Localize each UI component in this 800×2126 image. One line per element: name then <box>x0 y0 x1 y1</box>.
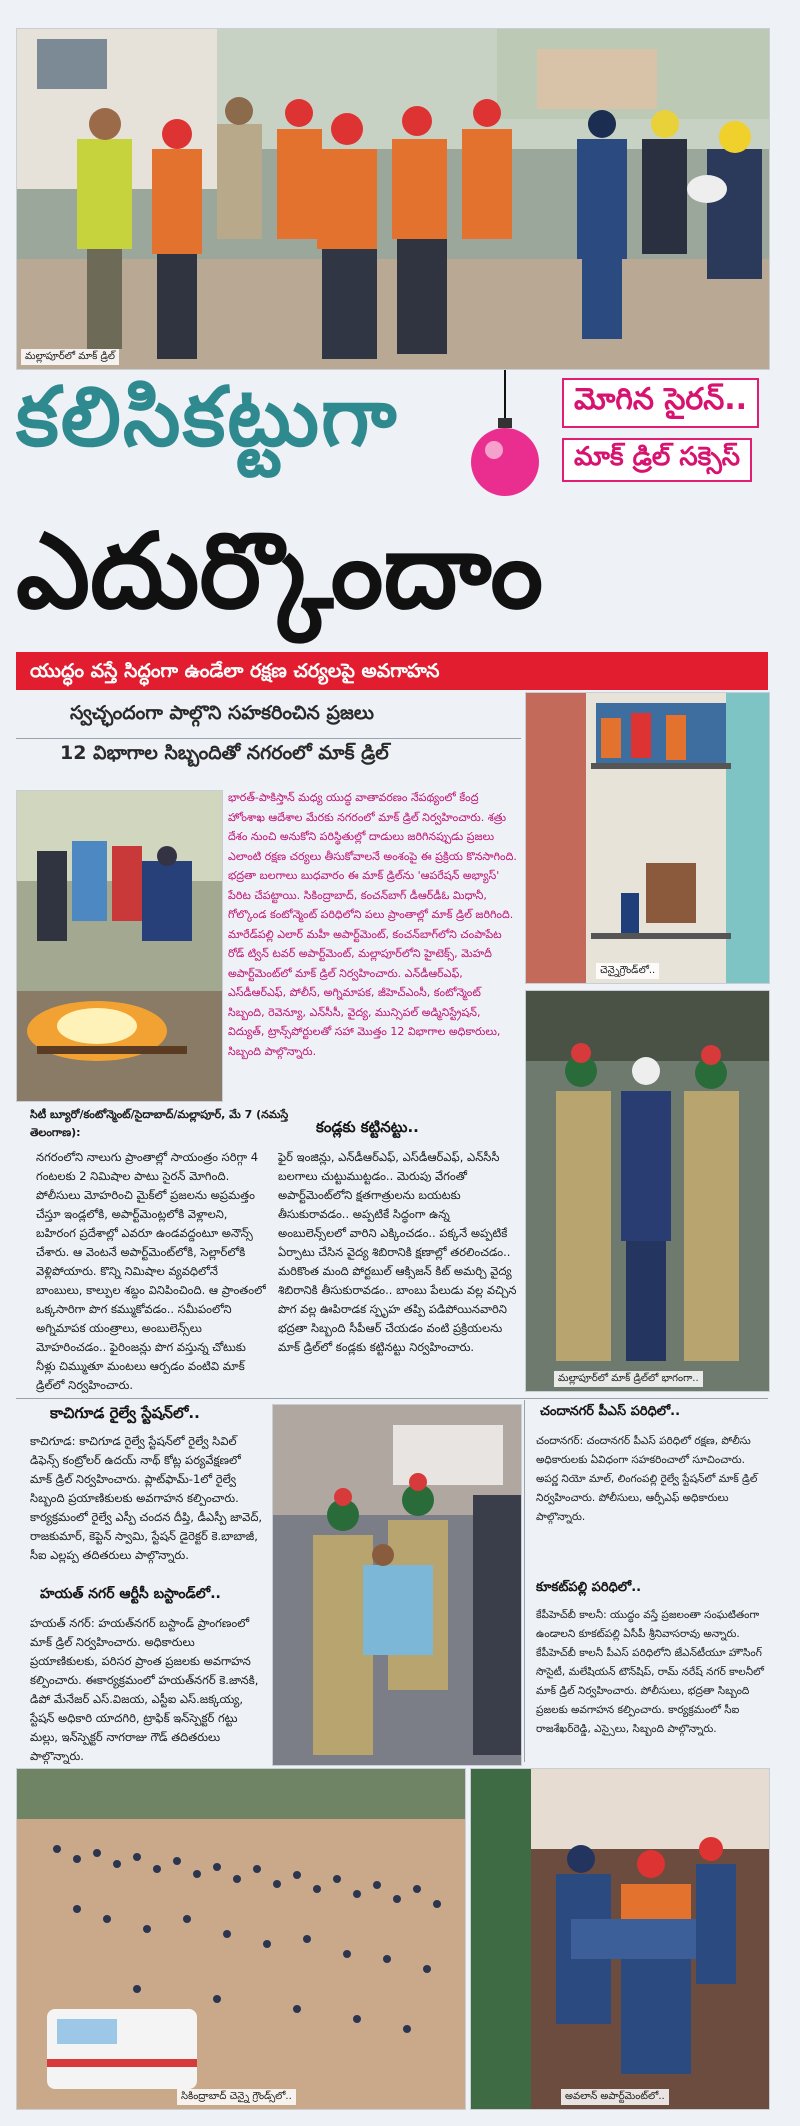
cadets-photo <box>525 990 770 1392</box>
side-headline-siren: మోగిన సైరన్.. <box>562 378 759 428</box>
fire-training-image <box>17 791 222 1101</box>
crowd-photo <box>16 1768 466 2110</box>
headline-line1: కలిసికట్టుగా <box>16 370 399 465</box>
top-photo-firefighters <box>16 28 770 370</box>
subhead-1: స్వచ్ఛందంగా పాల్గొని సహకరించిన ప్రజలు <box>70 702 374 724</box>
rescue-photo-caption: అవలాన్ అపార్ట్‌మెంట్‌లో.. <box>561 2089 669 2105</box>
crowd-photo-caption: సికింద్రాబాద్ చెన్నై గ్రౌండ్స్‌లో.. <box>177 2089 296 2105</box>
chandanagar-paragraph: చందానగర్: చందానగర్ పీఎస్ పరిధిలో రక్షణ, పోలీసు అధికారులకు ఏవిధంగా సహకరించాలో సూచించారు. అపర్ణ నియో మాల్, లింగంపల్లి రైల్వే స్టేషన్‌లో మాక్ డ్రిల్ నిర్వహించారు. పోలీసులు, ఆర్పీఎఫ్ అధికారులు పాల్గొన్నారు. <box>536 1435 758 1523</box>
building-photo-caption: చెన్నైగ్రౌండ్‌లో.. <box>596 963 659 979</box>
subhead-divider <box>16 738 521 739</box>
column-divider <box>524 1400 525 1762</box>
top-photo-caption: మల్లాపూర్‌లో మాక్ డ్రిల్ <box>21 349 119 365</box>
city-paragraph: నగరంలోని నాలుగు ప్రాంతాల్లో సాయంత్రం సరిగ్గా 4 గంటలకు 2 నిమిషాల పాటు సైరన్ మోగింది. పోలీసులు మోహరించి మైక్‌లో ప్రజలను అప్రమత్తం చేస్తూ ఇండ్లలోకి, అపార్ట్‌మెంట్లలోకి వెళ్లాలని, బహిరంగ ప్రదేశాల్లో ఎవరూ ఉండవద్దంటూ అనౌన్స్ చేశారు. ఆ వెంటనే అపార్ట్‌మెంట్‌లోకి, సెల్లార్‌లోకి వెళ్లిపోయారు. కొన్ని నిమిషాల వ్యవధిలోనే బాంబులు, కాల్పుల శబ్దం వినిపించింది. ఆ ప్రాంతంలో ఒక్కసారిగా పొగ కమ్ముకోవడం.. సమీపంలోని అగ్నిమాపక యంత్రాలు, అంబులెన్స్‌లు మోహరించడం.. ఫైరింజన్లు పొగ వస్తున్న చోటుకు నీళ్లు చిమ్ముతూ మంటలు ఆర్పడం వంటివి మాక్ డ్రిల్‌లో నిర్వహించారు. <box>36 1150 266 1392</box>
cadets-child-photo <box>272 1404 522 1766</box>
side-headline-mockdrill: మాక్ డ్రిల్ సక్సెస్ <box>562 438 752 482</box>
red-banner: యుద్ధం వస్తే సిద్ధంగా ఉండేలా రక్షణ చర్యలపై అవగాహన <box>16 652 768 690</box>
headline-line2: ఎదుర్కొందాం <box>16 510 544 632</box>
building-rescue-image <box>526 693 769 983</box>
rescue-photo <box>470 1768 770 2110</box>
cadets-carrying-victim-image <box>526 991 769 1391</box>
firefighters-rescue-stairs-image <box>471 1769 769 2109</box>
kukatpally-paragraph: కేపీహెచ్‌బీ కాలనీ: యుద్ధం వస్తే ప్రజలంతా సంఘటితంగా ఉండాలని కూకట్‌పల్లి ఏసీపీ శ్రీనివాసరావు అన్నారు. కేపీహెచ్‌బీ కాలనీ పీఎస్ పరిధిలోని జేఎన్‌టీయూ హౌసింగ్ సొసైటీ, మలేషియన్ టౌన్‌షిప్, రామ్ నరేష్ నగర్ కాలనీలో మాక్ డ్రిల్ నిర్వహించారు. పోలీసులు, భద్రతా సిబ్బంది ప్రజలకు అవగాహన కల్పించారు. కార్యక్రమంలో సీఐ రాజశేఖర్‌రెడ్డి, ఎస్సైలు, సిబ్బంది పాల్గొన్నారు. <box>536 1609 764 1735</box>
kandlaku-paragraph: ఫైర్ ఇంజిన్లు, ఎన్‌డీఆర్‌ఎఫ్, ఎస్‌డీఆర్‌ఎఫ్, ఎన్‌సీసీ బలగాలు చుట్టుముట్టడం.. మెరుపు వేగంతో అపార్ట్‌మెంట్‌లోని క్షతగాత్రులను బయటకు తీసుకురావడం.. అప్పటికే సిద్ధంగా ఉన్న అంబులెన్స్‌లలో వారిని ఎక్కించడం.. పక్కనే అప్పటికే ఏర్పాటు చేసిన వైద్య శిబిరానికి క్షణాల్లో తరలించడం.. మరికొంత మంది పోర్టబుల్ ఆక్సిజన్ కిట్ అమర్చి వైద్య శిబిరానికి తీసుకురావడం.. బాంబు పేలుడు వల్ల వచ్చిన పొగ వల్ల ఊపిరాడక స్పృహ తప్పి పడిపోయినవారిని భద్రతా సిబ్బంది సీపీఆర్ చేయడం వంటి ప్రక్రియలను మాక్ డ్రిల్‌లో కండ్లకు కట్టినట్టు నిర్వహించారు. <box>278 1150 517 1354</box>
fire-photo <box>16 790 223 1102</box>
cadets-photo-caption: మల్లాపూర్‌లో మాక్ డ్రిల్‌లో భాగంగా.. <box>554 1371 703 1387</box>
kacheguda-heading: కాచిగూడ రైల్వే స్టేషన్‌లో.. <box>50 1404 200 1422</box>
bomb-icon <box>470 370 540 500</box>
cadets-carrying-child-image <box>273 1405 521 1765</box>
kacheguda-paragraph: కాచిగూడ: కాచిగూడ రైల్వే స్టేషన్‌లో రైల్వే సివిల్ డిఫెన్స్ కంట్రోలర్ ఉదయ్ నాథ్ కోట్ల పర్యవేక్షణలో మాక్ డ్రిల్ నిర్వహించారు. ప్లాట్‌ఫామ్-1లో రైల్వే సిబ్బంది ప్రయాణికులకు అవగాహన కల్పించారు. కార్యక్రమంలో రైల్వే ఎస్పీ చందన దీప్తి, డీఎస్పీ జావెద్, రాజకుమార్, కెప్టెన్ స్వామి, స్టేషన్ డైరెక్టర్ కె.బాబాజీ, సీఐ ఎల్లప్ప తదితరులు పాల్గొన్నారు. <box>30 1434 263 1562</box>
section-divider-1 <box>16 1398 768 1399</box>
dateline: సిటీ బ్యూరో/కంటోన్మెంట్/సైదాబాద్/మల్లాపూర్, మే 7 (నమస్తే తెలంగాణ): <box>30 1108 289 1139</box>
chandanagar-heading: చందానగర్ పీఎస్ పరిధిలో.. <box>540 1404 681 1419</box>
crowd-ground-aerial-image <box>17 1769 465 2109</box>
hayathnagar-paragraph: హయత్ నగర్: హయత్‌నగర్ బస్టాండ్ ప్రాంగణంలో మాక్ డ్రిల్ నిర్వహించారు. అధికారులు ప్రయాణికులకు, పరిసర ప్రాంత ప్రజలకు అవగాహన కల్పించారు. ఈకార్యక్రమంలో హయత్‌నగర్ కె.జానకి, డిపో మేనేజర్ ఎస్.విజయ, ఎస్టీఐ ఎస్.జక్కయ్య, స్టేషన్ అధికారి యాదగిరి, ట్రాఫిక్ ఇన్‌స్పెక్టర్ గట్టు మల్లు, ఇన్‌స్పెక్టర్ నాగరాజు గౌడ్ తదితరులు పాల్గొన్నారు. <box>30 1616 259 1763</box>
kukatpally-heading: కూకట్‌పల్లి పరిధిలో.. <box>536 1580 642 1595</box>
intro-paragraph: భారత్-పాకిస్తాన్ మధ్య యుద్ధ వాతావరణం నేపథ్యంలో కేంద్ర హోంశాఖ ఆదేశాల మేరకు నగరంలో మాక్ డ్రిల్ నిర్వహించారు. శత్రు దేశం నుంచి అనుకోని పరిస్థితుల్లో దాడులు జరిగినప్పుడు ప్రజలు ఎలాంటి రక్షణ చర్యలు తీసుకోవాలనే అంశంపై ఈ ప్రక్రియ కొనసాగింది. భద్రతా బలగాలు బుధవారం ఈ మాక్ డ్రిల్‌ను 'ఆపరేషన్ అభ్యాస్' పేరిట చేపట్టాయి. సికింద్రాబాద్, కంచన్‌బాగ్ డీఆర్‌డీఓ మిధానీ, గోల్కొండ కంటోన్మెంట్ పరిధిలోని పలు ప్రాంతాల్లో మాక్ డ్రిల్ జరిగింది. మారేడ్‌పల్లి ఎలార్ మహీ అపార్ట్‌మెంట్, కంచన్‌బాగ్‌లోని చంపాపేట రోడ్ ట్విన్ టవర్ అపార్ట్‌మెంట్, మల్లాపూర్‌లోని హైటెక్స్, మెహదీ అపార్ట్‌మెంట్‌లో మాక్ డ్రిల్ నిర్వహించారు. ఎన్‌డీఆర్‌ఎఫ్, ఎస్‌డీఆర్‌ఎఫ్, పోలీస్, అగ్నిమాపక, జీహెచ్ఎంసీ, కంటోన్మెంట్ సిబ్బంది, రెవెన్యూ, ఎన్‌సీసీ, వైద్య, మున్సిపల్ అడ్మినిస్ట్రేషన్, విద్యుత్, ట్రాన్స్‌పోర్టులతో సహా మొత్తం 12 విభాగాల అధికారులు, సిబ్బంది పాల్గొన్నారు. <box>228 791 517 1058</box>
subhead-2: 12 విభాగాల సిబ్బందితో నగరంలో మాక్ డ్రిల్ <box>60 742 389 764</box>
firefighters-running-image <box>17 29 769 369</box>
hayathnagar-heading: హయత్ నగర్ ఆర్టీసీ బస్టాండ్‌లో.. <box>40 1586 221 1602</box>
building-photo <box>525 692 770 984</box>
kandlaku-heading: కండ్లకు కట్టినట్టు.. <box>316 1118 419 1136</box>
